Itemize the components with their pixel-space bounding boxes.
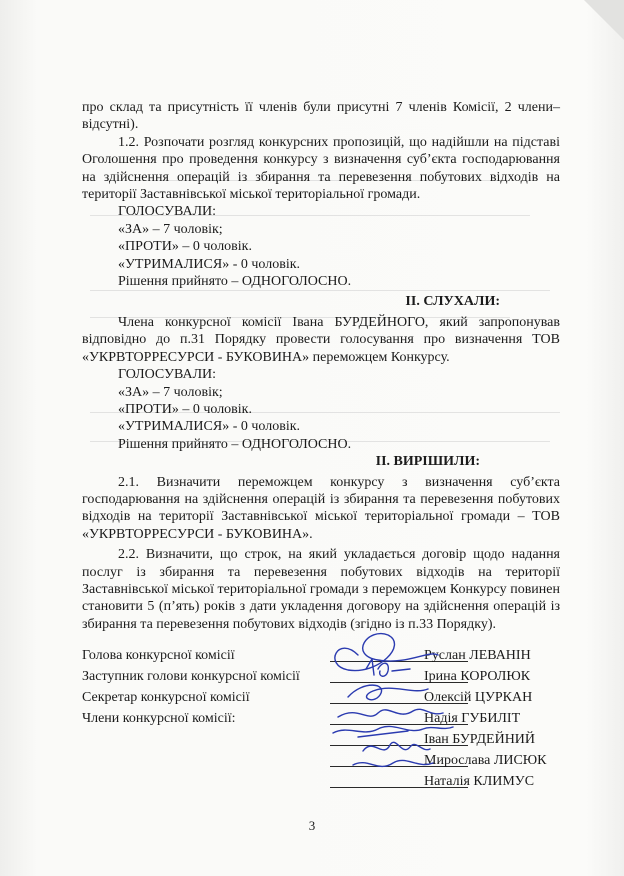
signature-member-3 xyxy=(363,742,430,751)
page-corner-fold xyxy=(584,0,624,40)
signatory-name: Надія ГУБИЛІТ xyxy=(424,711,521,726)
minutes-body xyxy=(82,99,560,633)
decision-result: Рішення прийнято – ОДНОГОЛОСНО. xyxy=(118,274,352,290)
decision-result-2: Рішення прийнято – ОДНОГОЛОСНО. xyxy=(118,436,352,452)
handwritten-signatures xyxy=(318,625,468,775)
signatory-title: Голова конкурсної комісії xyxy=(82,648,235,663)
section-heard: ІІ. СЛУХАЛИ: xyxy=(405,294,500,310)
voting-label: ГОЛОСУВАЛИ: xyxy=(118,204,217,220)
signatory-title: Заступник голови конкурсної комісії xyxy=(82,669,300,684)
vote-against-2: «ПРОТИ» – 0 чоловік. xyxy=(118,401,252,417)
signatory-name: Олексій ЦУРКАН xyxy=(424,690,533,705)
signatory-name: Мирослава ЛИСЮК xyxy=(424,753,547,768)
signature-member-2 xyxy=(333,726,453,737)
voting-label-2: ГОЛОСУВАЛИ: xyxy=(118,367,217,383)
paragraph-heard: Члена конкурсної комісії Івана БУРДЕЙНОГО, який запропонував відповідно до п.31 Порядку провести голосування про визначення ТОВ «УКРВТОРРЕСУРСИ - БУКОВИНА» переможцем Конкурсу. xyxy=(82,314,560,365)
vote-for-2: «ЗА» – 7 чоловік; xyxy=(118,384,223,400)
vote-abstained: «УТРИМАЛИСЯ» - 0 чоловік. xyxy=(118,256,301,272)
section-decided: ІІ. ВИРІШИЛИ: xyxy=(375,454,480,470)
vote-abstained-2: «УТРИМАЛИСЯ» - 0 чоловік. xyxy=(118,419,301,435)
paragraph-2-1: 2.1. Визначити переможцем конкурсу з визначення суб’єкта господарювання на здійснення операцій із збирання та перевезення побутових відходів на території Заставнівської міської територіальної громади – ТОВ «УКРВТОРРЕСУРСИ - БУКОВИНА». xyxy=(82,474,560,542)
signature-row-member-4 xyxy=(82,772,562,792)
signature-member-1 xyxy=(338,709,443,717)
signatory-name: Руслан ЛЕВАНІН xyxy=(424,648,531,663)
signatory-name: Ірина КОРОЛЮК xyxy=(424,669,531,684)
paragraph-2-2: 2.2. Визначити, що строк, на який укладається договір щодо надання послуг із збирання та перевезення побутових відходів на території Заставнівської міської територіальної громади з переможцем Конкурсу повинен становити 5 (п’ять) років з дати укладення договору на здійснення операцій із збирання та перевезення побутових відходів (згідно із п.33 Порядку). xyxy=(82,547,560,632)
vote-against: «ПРОТИ» – 0 чоловік. xyxy=(118,239,252,255)
signature-member-4 xyxy=(353,760,433,766)
vote-for: «ЗА» – 7 чоловік; xyxy=(118,221,223,237)
signatory-name: Іван БУРДЕЙНИЙ xyxy=(424,732,536,747)
signature-secretary xyxy=(348,685,428,700)
paragraph-1-2: 1.2. Розпочати розгляд конкурсних пропозицій, що надійшли на підставі Оголошення про проведення конкурсу з визначення суб’єкта господарювання на здійснення операцій із збирання та перевезення побутових відходів на території Заставнівської міської територіальної громади. xyxy=(82,134,560,203)
signatory-title: Секретар конкурсної комісії xyxy=(82,690,250,705)
signatory-name: Наталія КЛИМУС xyxy=(424,774,535,789)
signature-chair xyxy=(335,634,438,671)
page-number: 3 xyxy=(308,818,316,833)
signatory-title: Члени конкурсної комісії: xyxy=(82,711,236,726)
paragraph-commission-composition: про склад та присутність її членів були присутні 7 членів Комісії, 2 члени– відсутні). xyxy=(82,100,560,133)
